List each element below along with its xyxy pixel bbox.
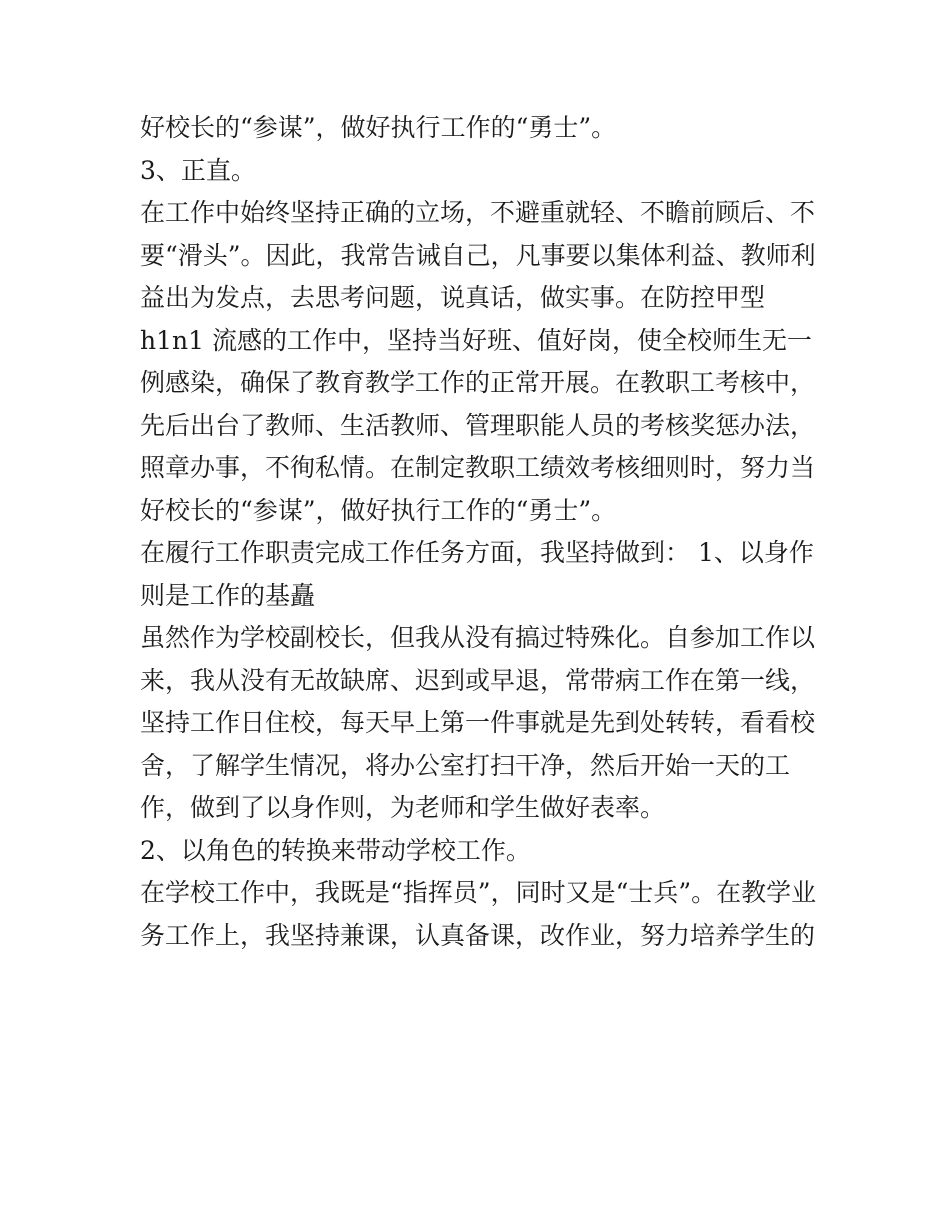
text-line: 在学校工作中，我既是“指挥员”，同时又是“士兵”。在教学业 (140, 878, 817, 907)
text-line: h1n1 流感的工作中，坚持当好班、值好岗，使全校师生无一 (140, 325, 812, 355)
text-line: 好校长的“参谋”，做好执行工作的“勇士”。 (140, 113, 617, 142)
text-line: 虽然作为学校副校长，但我从没有搞过特殊化。自参加工作以 (140, 623, 816, 652)
document-body (140, 107, 820, 957)
text-line: 坚持工作日住校，每天早上第一件事就是先到处转转，看看校 (140, 708, 816, 737)
text-line: 例感染，确保了教育教学工作的正常开展。在教职工考核中， (140, 368, 816, 397)
text-line: 务工作上，我坚持兼课，认真备课，改作业，努力培养学生的 (140, 920, 816, 950)
text-line: 要“滑头”。因此，我常告诫自己，凡事要以集体利益、教师利 (140, 240, 816, 270)
section-heading: 2、以角色的转换来带动学校工作。 (140, 835, 531, 865)
text-line: 先后出台了教师、生活教师、管理职能人员的考核奖惩办法， (140, 410, 816, 440)
text-line: 来，我从没有无故缺席、迟到或早退，常带病工作在第一线， (140, 665, 816, 695)
text-line: 作，做到了以身作则，为老师和学生做好表率。 (140, 793, 666, 822)
text-line: 在履行工作职责完成工作任务方面，我坚持做到： 1、以身作 (140, 538, 814, 567)
text-line: 好校长的“参谋”，做好执行工作的“勇士”。 (140, 495, 617, 525)
text-line: 则是工作的基矗 (140, 580, 316, 610)
text-line: 益出为发点，去思考问题，说真话，做实事。在防控甲型 (140, 283, 766, 312)
text-line: 照章办事，不徇私情。在制定教职工绩效考核细则时，努力当 (140, 453, 816, 482)
text-line: 舍，了解学生情况，将办公室打扫干净，然后开始一天的工 (140, 750, 791, 780)
text-line: 在工作中始终坚持正确的立场，不避重就轻、不瞻前顾后、不 (140, 198, 816, 227)
section-heading: 3、正直。 (140, 155, 256, 185)
